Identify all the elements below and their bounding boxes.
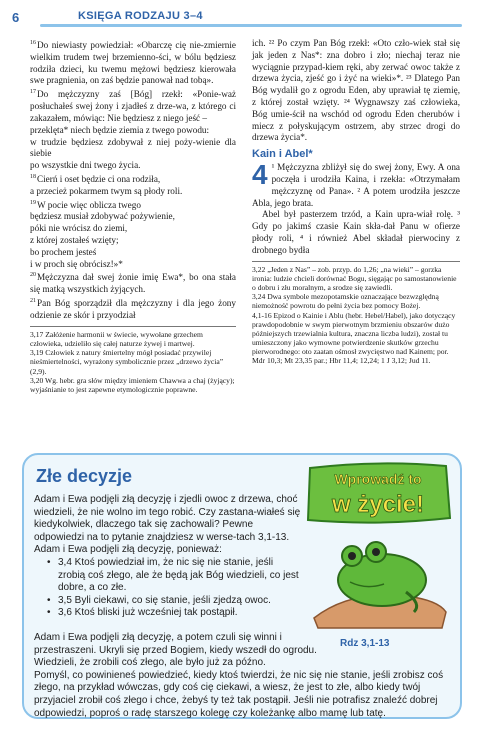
page-header xyxy=(0,0,480,30)
poem-line: a przecież pokarmem twym są płody roli. xyxy=(30,185,183,196)
feature-box-outro xyxy=(34,632,444,720)
poem-line: i w proch się obrócisz!»* xyxy=(30,258,123,269)
verse-18 xyxy=(30,172,236,186)
outro-paragraph-1: Adam i Ewa podjęli złą decyzję, a potem czuli się winni i przestraszeni. Ukryli się przed Bogiem, kiedy wszedł do ogrodu. Wiedzieli, że zrobili coś złego, ale było już za późno. xyxy=(34,632,317,669)
header-rule xyxy=(40,24,462,27)
verse-number: 16 xyxy=(30,40,36,46)
chapter-number: 4 xyxy=(252,159,268,191)
poem-line: po wszystkie dni twego życia. xyxy=(30,160,141,171)
footnotes-left xyxy=(30,326,236,395)
feature-box-intro xyxy=(34,494,302,620)
verse-text: Mężczyzna dał swej żonie imię Ewa*, bo ona stała się matką wszystkich żyjących. xyxy=(30,272,236,295)
sticker-line-1: Wprowadź to xyxy=(334,471,422,487)
verse-number: 21 xyxy=(30,298,36,305)
section-title: Kain i Abel* xyxy=(252,148,313,161)
page-number: 6 xyxy=(12,10,20,25)
apply-it-sticker xyxy=(304,460,452,526)
reasons-list xyxy=(34,557,302,620)
reason-item: • 3,5 Byli ciekawi, co się stanie, jeśli zjedzą owoc. xyxy=(58,595,302,608)
verse-text: W pocie więc oblicza twego xyxy=(37,199,141,210)
outro-paragraph-2: Pomyśl, co powinieneś powiedzieć, kiedy ktoś twierdzi, że nic się nie stanie, jeśli zrobisz coś złego, na przykład wówczas, gdy coś cię ciekawi, a wiesz, że jest to złe, albo kiedy twój przyjaciel zrobił coś złego i chce, żebyś ty też tak postąpił. Jeśli nie potrafisz znaleźć dobrej odpowiedzi, poproś o radę starszego kolegę czy koleżankę albo mamę lub tatę. xyxy=(34,669,444,719)
poem-line: z której zostałeś wzięty; xyxy=(30,235,119,245)
poem-line: w trudzie będziesz zdobywał z niej poży-wienie dla siebie xyxy=(30,136,236,159)
footnotes-right xyxy=(252,261,460,366)
verse-text: Do mężczyzny zaś [Bóg] rzekł: «Ponie-waż posłuchałeś swej żony i zjadłeś z drze-wa, z którego ci zakazałem, mówiąc: Nie będziesz z niego jeść – xyxy=(30,89,236,123)
reason-item: • 3,6 Ktoś bliski już wcześniej tak postąpił. xyxy=(58,607,302,620)
verse-number: 20 xyxy=(30,272,36,279)
sticker-line-2: w życie! xyxy=(331,491,425,518)
left-column xyxy=(30,38,236,395)
frog-pupil xyxy=(372,548,380,556)
verse-16 xyxy=(30,38,236,87)
right-column xyxy=(252,38,460,366)
verse-number: 19 xyxy=(30,199,36,206)
footnote: 3,19 Człowiek z natury śmiertelny mógł posiadać przywilej nieśmiertelności, wyrażony symbolicznie przez „drzewo życia” (2,9). xyxy=(30,348,224,376)
verse-19 xyxy=(30,198,236,212)
intro-paragraph: Adam i Ewa podjęli złą decyzję i zjedli owoc z drzewa, choć wiedzieli, że nie wolno im tego robić. Czy zastana-wiałeś się kiedykolwiek, dlaczego tak się zachowali? Pewne odpowiedzi na to pytanie znajdziesz w werse-tach 3,1-13. Adam i Ewa podjęli złą decyzję, ponieważ: xyxy=(34,494,301,556)
verse-text: Cierń i oset będzie ci ona rodziła, xyxy=(37,173,161,184)
verse-21 xyxy=(30,296,236,322)
chapter-4-opening xyxy=(252,159,460,209)
footnote: 4,1-16 Epizod o Kainie i Ablu (hebr. Hebel/Habel), jako dotyczący prawdopodobnie w swym pierwotnym brzmieniu obszarów dużo późniejszych trzewialnia kultura, znaczna liczba ludzi), został tu umieszczony jako wymowne potwierdzenie skutków grzechu pierworodnego: oto zaatan ośmosł zwycięstwo nad Kainem; por. Mdr 10,3; Mt 23,35 par.; Hbr 11,4; 12,24; 1 J 3,12; Jud 11. xyxy=(252,311,456,366)
verses-22-24: ich. ²² Po czym Pan Bóg rzekł: «Oto czło-wiek stał się jak jeden z Nas*: zna dobro i zło; niechaj teraz nie wyciągnie przypad-kiem ręki, aby zerwać owoc także z drzewa życia, zjeść go i żyć na wieki»*. ²³ Dlatego Pan Bóg wydalił go z ogrodu Eden, aby uprawiał tę ziemię, z której został wzięty. ²⁴ Wygnawszy zaś człowieka, Bóg umie-ścił na wschód od ogrodu Eden cherubów i miecz z połyskującym ostrzem, aby strzec drogi do drzewa życia*. xyxy=(252,38,460,143)
footnote: 3,17 Załóżenie harmonii w świecie, wywołane grzechem człowieka, udzieliło się całej naturze żywej i martwej. xyxy=(30,329,203,348)
verse-20 xyxy=(30,270,236,296)
verse-text: Do niewiasty powiedział: «Obarczę cię nie-zmiernie wielkim trudem twej brzemienno-ści, w bólu będziesz rodziła dzieci, ku twemu mężowi będziesz kierowała swe pragnienia, on zaś będzie panował nad tobą». xyxy=(30,40,236,86)
footnote: 3,24 Dwa symbole mezopotamskie oznaczające bezwzględną niemożność powrotu do pełni życia bez pomocy Bożej. xyxy=(252,292,439,311)
scripture-reference: Rdz 3,1-13 xyxy=(340,638,390,649)
reason-item: • 3,4 Ktoś powiedział im, że nic się nie stanie, jeśli zrobią coś złego, ale że będą jak Bóg wiedzieli, co jest dobre, a co złe. xyxy=(58,557,302,595)
verse-number: 18 xyxy=(30,173,36,180)
poem-line: będziesz musiał zdobywać pożywienie, xyxy=(30,211,175,222)
poem-line: przeklęta* niech będzie ziemia z twego powodu: xyxy=(30,124,210,135)
footnote: 3,22 „Jeden z Nas” – zob. przyp. do 1,26; „na wieki” – gorzka ironia: ludzie chcieli dorównać Bogu, sięgając po samostanowienie o dobru i złu moralnym, a srodze się zawiedli. xyxy=(252,264,457,292)
verse-text: Abel był pasterzem trzód, a Kain upra-wiał rolę. ³ Gdy po jakimś czasie Kain skła-dał Panu w ofierze płody roli, ⁴ i również Abel składał pierwociny z drobnego bydła xyxy=(252,209,460,255)
verse-text: ¹ Mężczyzna zbliżył się do swej żony, Ewy. A ona poczęła i urodziła Kaina, i rzekła: «Otrzymałam mężczyznę od Pana». ² A potem urodziła jeszcze Abla, jego brata. xyxy=(252,162,460,208)
poem-line: bo prochem jesteś xyxy=(30,246,97,257)
frog-pupil xyxy=(348,552,356,560)
footnote: 3,20 Wg. hebr. gra słów między imieniem Chawwa a chaj (żyjący); wyjaśnianie to jest zapewne etymologicznie poprawne. xyxy=(30,376,235,395)
frog-on-hand-illustration xyxy=(310,530,450,630)
running-head: KSIĘGA RODZAJU 3–4 xyxy=(78,10,203,22)
verse-17 xyxy=(30,87,236,124)
verse-number: 17 xyxy=(30,89,36,96)
poem-line: póki nie wrócisz do ziemi, xyxy=(30,223,128,234)
feature-box-title: Złe decyzje xyxy=(36,466,133,486)
verse-text: Pan Bóg sporządził dla mężczyzny i dla jego żony odzienie ze skór i przyodział xyxy=(30,298,236,320)
